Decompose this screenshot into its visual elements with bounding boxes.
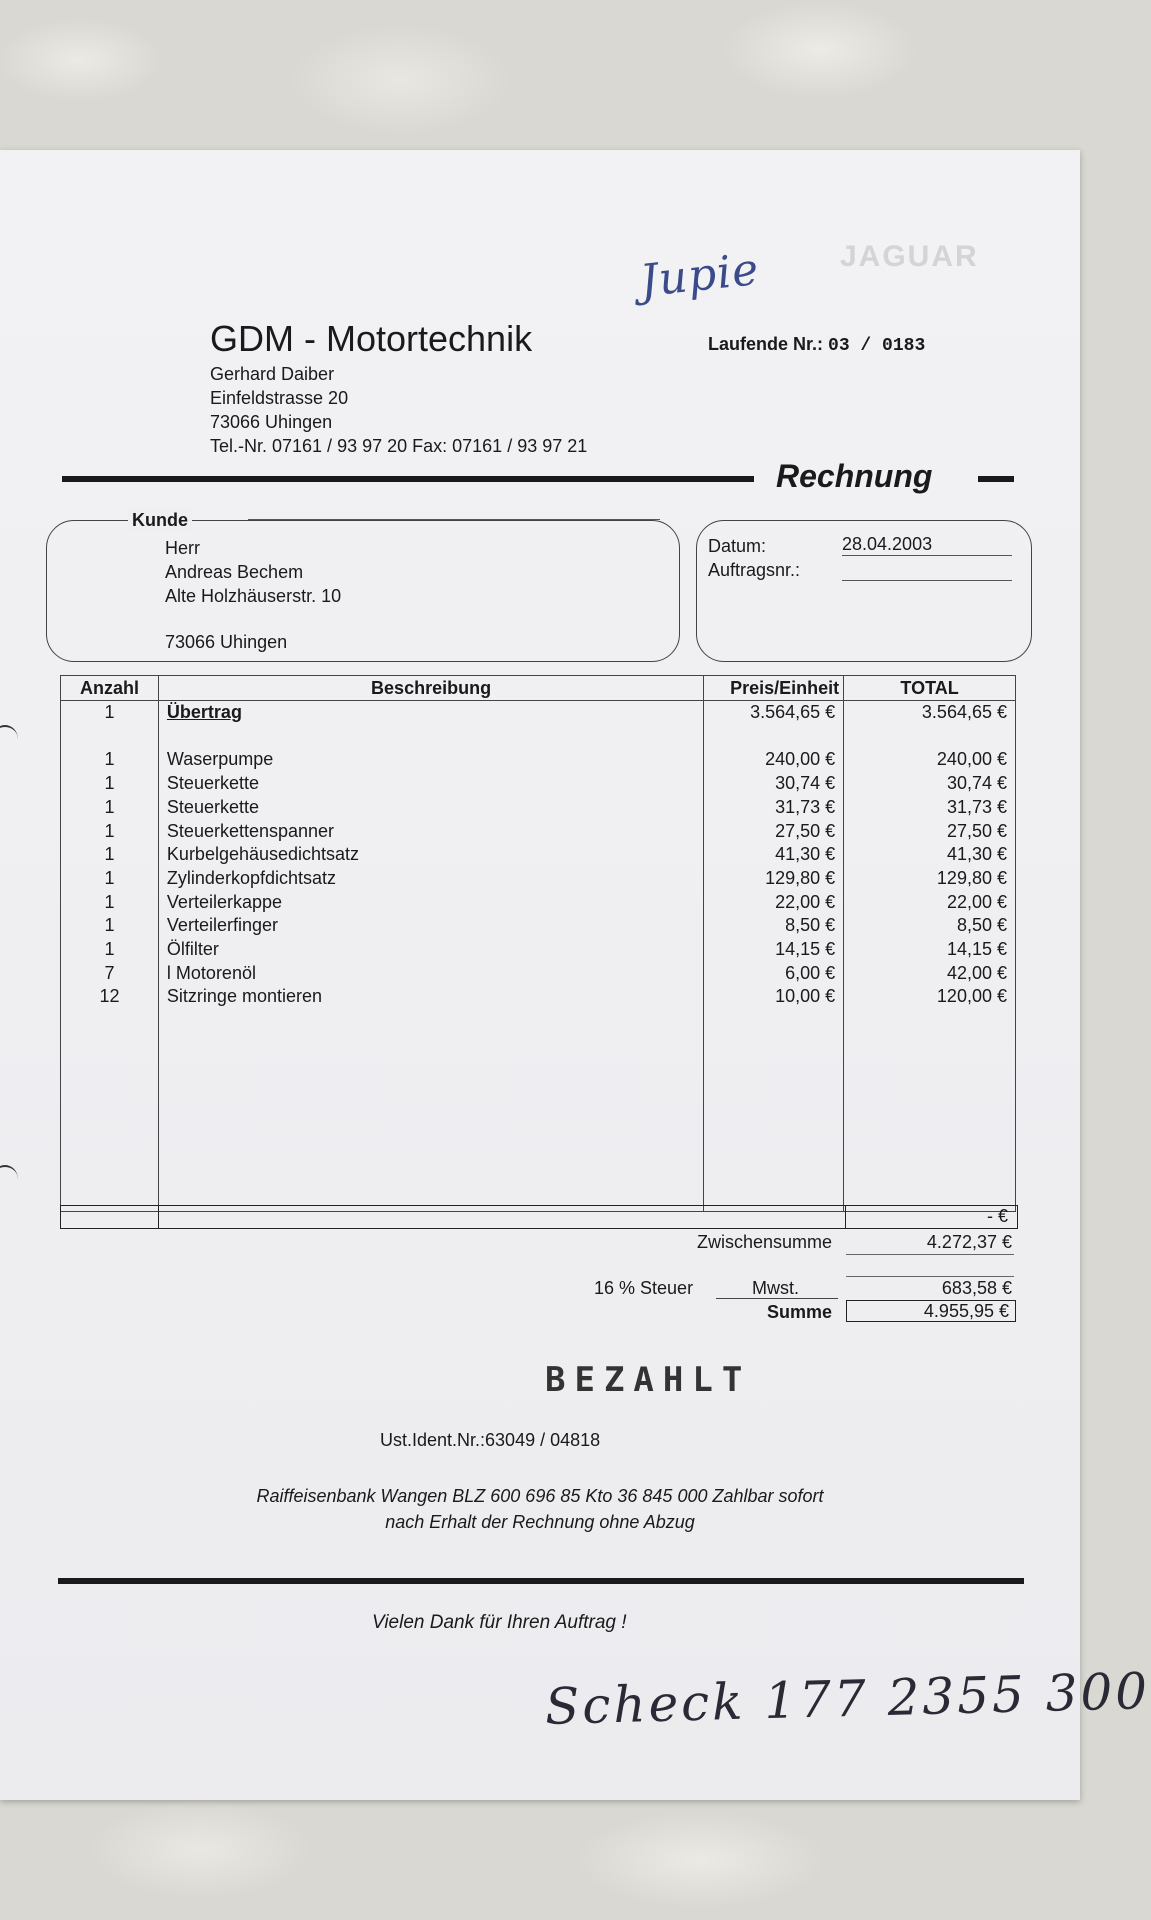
table-row <box>61 962 1016 986</box>
tax-rule <box>716 1298 838 1299</box>
row-total: 240,00 € <box>844 748 1016 772</box>
subtotal-label: Zwischensumme <box>696 1232 832 1252</box>
row-quantity: 12 <box>61 985 159 1009</box>
row-unit-price: 31,73 € <box>704 796 844 820</box>
row-unit-price: 8,50 € <box>704 914 844 938</box>
table-footer-divider <box>158 1205 159 1229</box>
row-total <box>844 725 1016 749</box>
row-unit-price: 3.564,65 € <box>704 701 844 725</box>
table-row <box>61 867 1016 891</box>
customer-city: 73066 Uhingen <box>165 632 288 652</box>
row-quantity: 1 <box>61 748 159 772</box>
row-description: Verteilerfinger <box>158 914 703 938</box>
row-total: 22,00 € <box>844 891 1016 915</box>
header-rule-right <box>978 476 1014 482</box>
payment-terms: nach Erhalt der Rechnung ohne Abzug <box>385 1512 695 1532</box>
row-total: 41,30 € <box>844 843 1016 867</box>
customer-label: Kunde <box>128 510 192 531</box>
row-unit-price: 14,15 € <box>704 938 844 962</box>
row-unit-price: 30,74 € <box>704 772 844 796</box>
tax-label: 16 % Steuer <box>594 1278 694 1298</box>
table-row <box>61 796 1016 820</box>
date-label: Datum: <box>708 536 767 556</box>
summary-rule <box>846 1276 1014 1277</box>
row-description: Sitzringe montieren <box>158 985 703 1009</box>
row-unit-price: 10,00 € <box>704 985 844 1009</box>
row-unit-price: 41,30 € <box>704 843 844 867</box>
customer-box-rule <box>248 519 660 520</box>
running-number-value: 03 / 0183 <box>828 336 926 356</box>
row-description: Ölfilter <box>158 938 703 962</box>
running-number <box>708 334 925 356</box>
paid-stamp: BEZAHLT <box>545 1360 752 1400</box>
row-description: Übertrag <box>158 701 703 725</box>
row-description <box>158 725 703 749</box>
table-header-row <box>61 676 1016 701</box>
column-header-total: TOTAL <box>844 676 1016 701</box>
row-total: 8,50 € <box>844 914 1016 938</box>
row-quantity: 1 <box>61 914 159 938</box>
row-description: Waserpumpe <box>158 748 703 772</box>
row-description: Verteilerkappe <box>158 891 703 915</box>
punch-hole <box>0 725 18 753</box>
row-quantity: 1 <box>61 867 159 891</box>
watermark-logo: JAGUAR <box>840 240 979 273</box>
column-header-quantity: Anzahl <box>61 676 159 701</box>
document-title: Rechnung <box>776 458 933 494</box>
row-description: Steuerkette <box>158 772 703 796</box>
row-description: Steuerkettenspanner <box>158 820 703 844</box>
sum-value: 4.955,95 € <box>846 1300 1016 1322</box>
column-header-unit-price: Preis/Einheit <box>704 676 844 701</box>
row-total: 27,50 € <box>844 820 1016 844</box>
row-unit-price: 6,00 € <box>704 962 844 986</box>
row-unit-price <box>704 725 844 749</box>
table-row <box>61 725 1016 749</box>
header-rule <box>62 476 754 482</box>
summary-rule <box>846 1254 1014 1255</box>
table-row <box>61 891 1016 915</box>
column-header-description: Beschreibung <box>158 676 703 701</box>
table-row <box>61 772 1016 796</box>
table-row <box>61 701 1016 725</box>
row-quantity <box>61 725 159 749</box>
row-description: Zylinderkopfdichtsatz <box>158 867 703 891</box>
company-street: Einfeldstrasse 20 <box>210 388 349 408</box>
table-row <box>61 914 1016 938</box>
company-phone: Tel.-Nr. 07161 / 93 97 20 Fax: 07161 / 93 97 21 <box>210 436 588 456</box>
order-number-value <box>842 560 1012 581</box>
row-quantity: 1 <box>61 796 159 820</box>
row-description: Steuerkette <box>158 796 703 820</box>
row-quantity: 1 <box>61 843 159 867</box>
date-value: 28.04.2003 <box>842 534 1012 556</box>
customer-name: Andreas Bechem <box>165 562 304 582</box>
table-row <box>61 938 1016 962</box>
table-row <box>61 748 1016 772</box>
row-quantity: 1 <box>61 820 159 844</box>
table-footer-total: - € <box>986 1206 1008 1226</box>
row-unit-price: 27,50 € <box>704 820 844 844</box>
sum-label: Summe <box>766 1302 832 1322</box>
row-total: 129,80 € <box>844 867 1016 891</box>
row-quantity: 1 <box>61 891 159 915</box>
table-row <box>61 843 1016 867</box>
row-total: 3.564,65 € <box>844 701 1016 725</box>
row-total: 30,74 € <box>844 772 1016 796</box>
row-quantity: 7 <box>61 962 159 986</box>
vat-id: Ust.Ident.Nr.:63049 / 04818 <box>380 1430 601 1450</box>
row-quantity: 1 <box>61 701 159 725</box>
table-spacer-row <box>61 1009 1016 1212</box>
handwritten-note: Jupie <box>637 243 762 308</box>
footer-rule <box>58 1578 1024 1584</box>
row-total: 14,15 € <box>844 938 1016 962</box>
row-quantity: 1 <box>61 938 159 962</box>
tax-value: 683,58 € <box>941 1278 1012 1298</box>
handwritten-cheque-note: Scheck 177 2355 300 <box>544 1662 1151 1736</box>
row-unit-price: 240,00 € <box>704 748 844 772</box>
company-city: 73066 Uhingen <box>210 412 333 432</box>
table-row <box>61 820 1016 844</box>
line-items-table <box>60 675 1016 1212</box>
row-description: l Motorenöl <box>158 962 703 986</box>
row-unit-price: 22,00 € <box>704 891 844 915</box>
company-name: GDM - Motortechnik <box>210 318 533 359</box>
row-total: 42,00 € <box>844 962 1016 986</box>
customer-salutation: Herr <box>165 538 200 558</box>
customer-street: Alte Holzhäuserstr. 10 <box>165 586 342 606</box>
punch-hole <box>0 1165 18 1193</box>
running-number-label: Laufende Nr.: <box>708 334 824 354</box>
tax-name: Mwst. <box>752 1278 799 1298</box>
row-quantity: 1 <box>61 772 159 796</box>
company-owner: Gerhard Daiber <box>210 364 335 384</box>
order-number-label: Auftragsnr.: <box>708 560 801 580</box>
subtotal-value: 4.272,37 € <box>926 1232 1012 1252</box>
bank-details: Raiffeisenbank Wangen BLZ 600 696 85 Kto 36 845 000 Zahlbar sofort <box>256 1486 824 1506</box>
table-row <box>61 985 1016 1009</box>
row-unit-price: 129,80 € <box>704 867 844 891</box>
customer-box <box>46 520 680 662</box>
invoice-sheet <box>0 150 1151 1800</box>
row-total: 120,00 € <box>844 985 1016 1009</box>
row-description: Kurbelgehäusedichtsatz <box>158 843 703 867</box>
thank-you-note: Vielen Dank für Ihren Auftrag ! <box>372 1612 627 1633</box>
row-total: 31,73 € <box>844 796 1016 820</box>
